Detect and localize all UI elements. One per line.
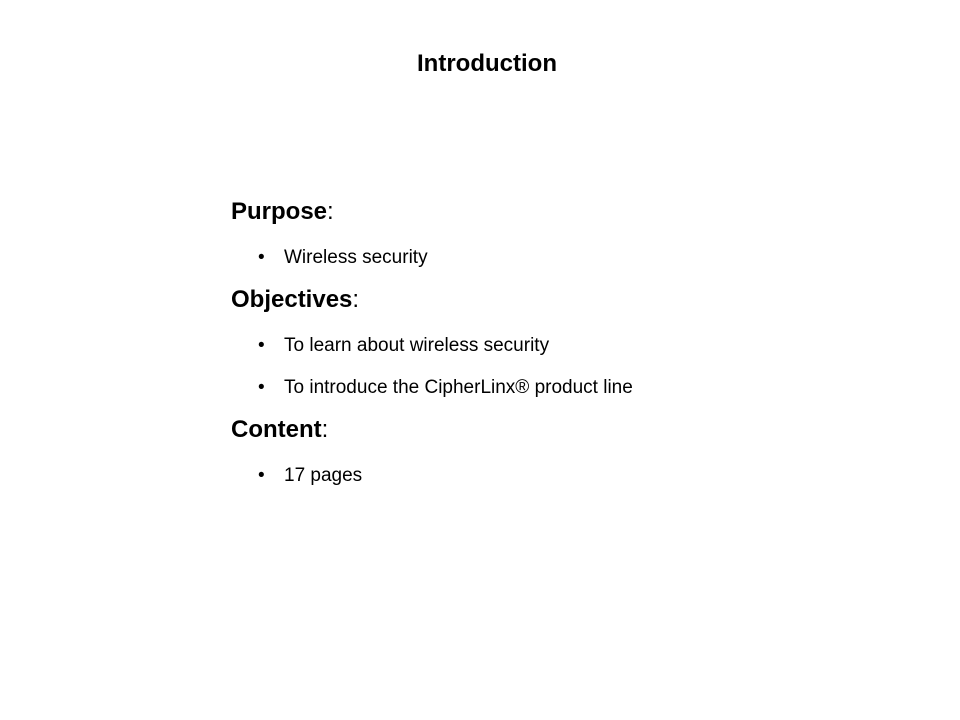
slide-body	[231, 196, 871, 488]
objectives-heading-colon: :	[352, 286, 360, 313]
content-list	[231, 464, 871, 488]
bullet-icon: •	[258, 465, 265, 486]
purpose-heading-colon: :	[327, 198, 334, 225]
list-item	[231, 334, 871, 358]
content-heading-colon: :	[321, 416, 329, 443]
content-heading-label: Content	[231, 416, 322, 443]
list-item	[231, 246, 871, 270]
bullet-icon: •	[258, 247, 265, 268]
list-item-text: 17 pages	[284, 465, 363, 486]
purpose-list	[231, 246, 871, 270]
purpose-heading	[231, 196, 871, 228]
bullet-icon: •	[258, 377, 265, 398]
list-item-text: Wireless security	[284, 247, 428, 268]
objectives-heading-label: Objectives	[231, 286, 353, 313]
content-heading	[231, 414, 871, 446]
list-item-text: To introduce the CipherLinx® product line	[284, 377, 633, 398]
objectives-heading	[231, 284, 871, 316]
objectives-list	[231, 334, 871, 400]
list-item	[231, 376, 871, 400]
bullet-icon: •	[258, 335, 265, 356]
list-item-text: To learn about wireless security	[284, 335, 550, 356]
purpose-heading-label: Purpose	[231, 198, 328, 225]
list-item	[231, 464, 871, 488]
page-title: Introduction	[417, 50, 557, 77]
